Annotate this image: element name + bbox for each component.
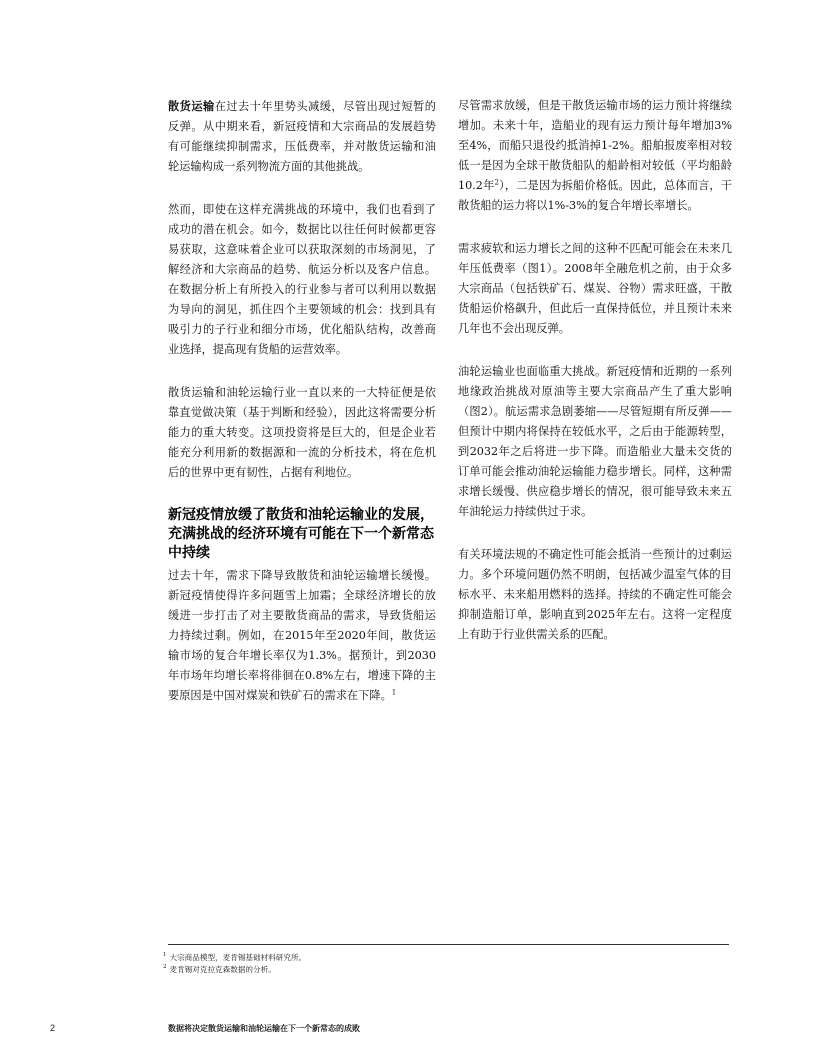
mismatch-paragraph: 需求疲软和运力增长之间的这种不匹配可能会在未来几年压低费率（图1）。2008年全融危机之前，由于众多大宗商品（包括铁矿石、煤炭、谷物）需求旺盛，干散货船运价格飙升，但此后一直保持低位，并且预计未来几年也不会出现反弹。 [458, 242, 732, 335]
capacity-paragraph [458, 96, 732, 216]
footnote-divider [168, 944, 729, 945]
footnote-number: 1 [163, 952, 167, 959]
footnote-text: 麦肯锡对克拉克森数据的分析。 [169, 965, 276, 974]
analytics-shift-paragraph: 散货运输和油轮运输行业一直以来的一大特征便是依靠直觉做决策（基于判断和经验），因此这将需要分析能力的重大转变。这项投资将是巨大的，但是企业若能充分利用新的数据源和一流的分析技术，将在危机后的世界中更有韧性，占据有利地位。 [168, 386, 436, 479]
regulation-paragraph: 有关环境法规的不确定性可能会抵消一些预计的过剩运力。多个环境问题仍然不明朗，包括减少温室气体的目标水平、未来船用燃料的选择。持续的不确定性可能会抑制造船订单，影响直到2025年左右。这将一定程度上有助于行业供需关系的匹配。 [458, 548, 732, 641]
footnotes [163, 952, 723, 976]
section-heading: 新冠疫情放缓了散货和油轮运输业的发展，充满挑战的经济环境有可能在下一个新常态中持续 [168, 507, 434, 561]
lead-term: 散货运输 [168, 99, 215, 113]
capacity-text-a: 尽管需求放缓，但是干散货运输市场的运力预计将继续增加。未来十年，造船业的现有运力预计每年增加3%至4%，而船只退役约抵消掉1-2%。船舶报废率相对较低一是因为全球干散货船队的船龄相对较低（平均船龄10.2年 [458, 99, 732, 192]
running-title: 数据将决定散货运输和油轮运输在下一个新常态的成败 [168, 1023, 360, 1033]
demand-decline-text: 过去十年，需求下降导致散货和油轮运输增长缓慢。新冠疫情使得许多问题雪上加霜；全球经济增长的放缓进一步打击了对主要散货商品的需求，导致货船运力持续过剩。例如，在2015年至2020年间，散货运输市场的复合年增长率仅为1.3%。据预计，到2030年市场年均增长率将徘徊在0.8%左右，增速下降的主要原因是中国对煤炭和铁矿石的需求在下降。 [168, 569, 436, 702]
footnote-1 [163, 952, 723, 964]
right-column [458, 96, 732, 668]
intro-paragraph [168, 96, 436, 177]
opportunity-paragraph: 然而，即使在这样充满挑战的环境中，我们也看到了成功的潜在机会。如今，数据比以往任何时候都更容易获取，这意味着企业可以获取深刻的市场洞见，了解经济和大宗商品的趋势、航运分析以及客户信息。在数据分析上有所投入的行业参与者可以利用以数据为导向的洞见，抓住四个主要领域的机会：找到具有吸引力的子行业和细分市场，优化船队结构，改善商业选择，提高现有货船的运营效率。 [168, 203, 436, 356]
footnote-text: 大宗商品模型，麦肯锡基础材料研究所。 [169, 953, 307, 962]
footnote-ref-1[interactable]: 1 [391, 688, 397, 697]
tanker-paragraph: 油轮运输业也面临重大挑战。新冠疫情和近期的一系列地缘政治挑战对原油等主要大宗商品产生了重大影响（图2）。航运需求急剧萎缩——尽管短期有所反弹——但预计中期内将保持在较低水平，之后由于能源转型，到2032年之后将进一步下降。而造船业大量未交货的订单可能会推动油轮运输能力稳步增长。同样，这种需求增长缓慢、供应稳步增长的情况，很可能导致未来五年油轮运力持续供过于求。 [458, 365, 732, 518]
footnote-2 [163, 964, 723, 976]
page-number: 2 [50, 1023, 56, 1033]
capacity-text-b: ），二是因为拆船价格低。因此，总体而言，干散货船的运力将以1%-3%的复合年增长率增长。 [458, 179, 732, 212]
footnote-number: 2 [163, 964, 167, 971]
left-column [168, 96, 436, 729]
footnote-ref-2[interactable]: 2 [494, 178, 499, 187]
demand-decline-paragraph [168, 566, 436, 706]
intro-text: 在过去十年里势头减缓，尽管出现过短暂的反弹。从中期来看，新冠疫情和大宗商品的发展趋势有可能继续抑制需求，压低费率，并对散货运输和油轮运输构成一系列物流方面的其他挑战。 [168, 100, 436, 173]
